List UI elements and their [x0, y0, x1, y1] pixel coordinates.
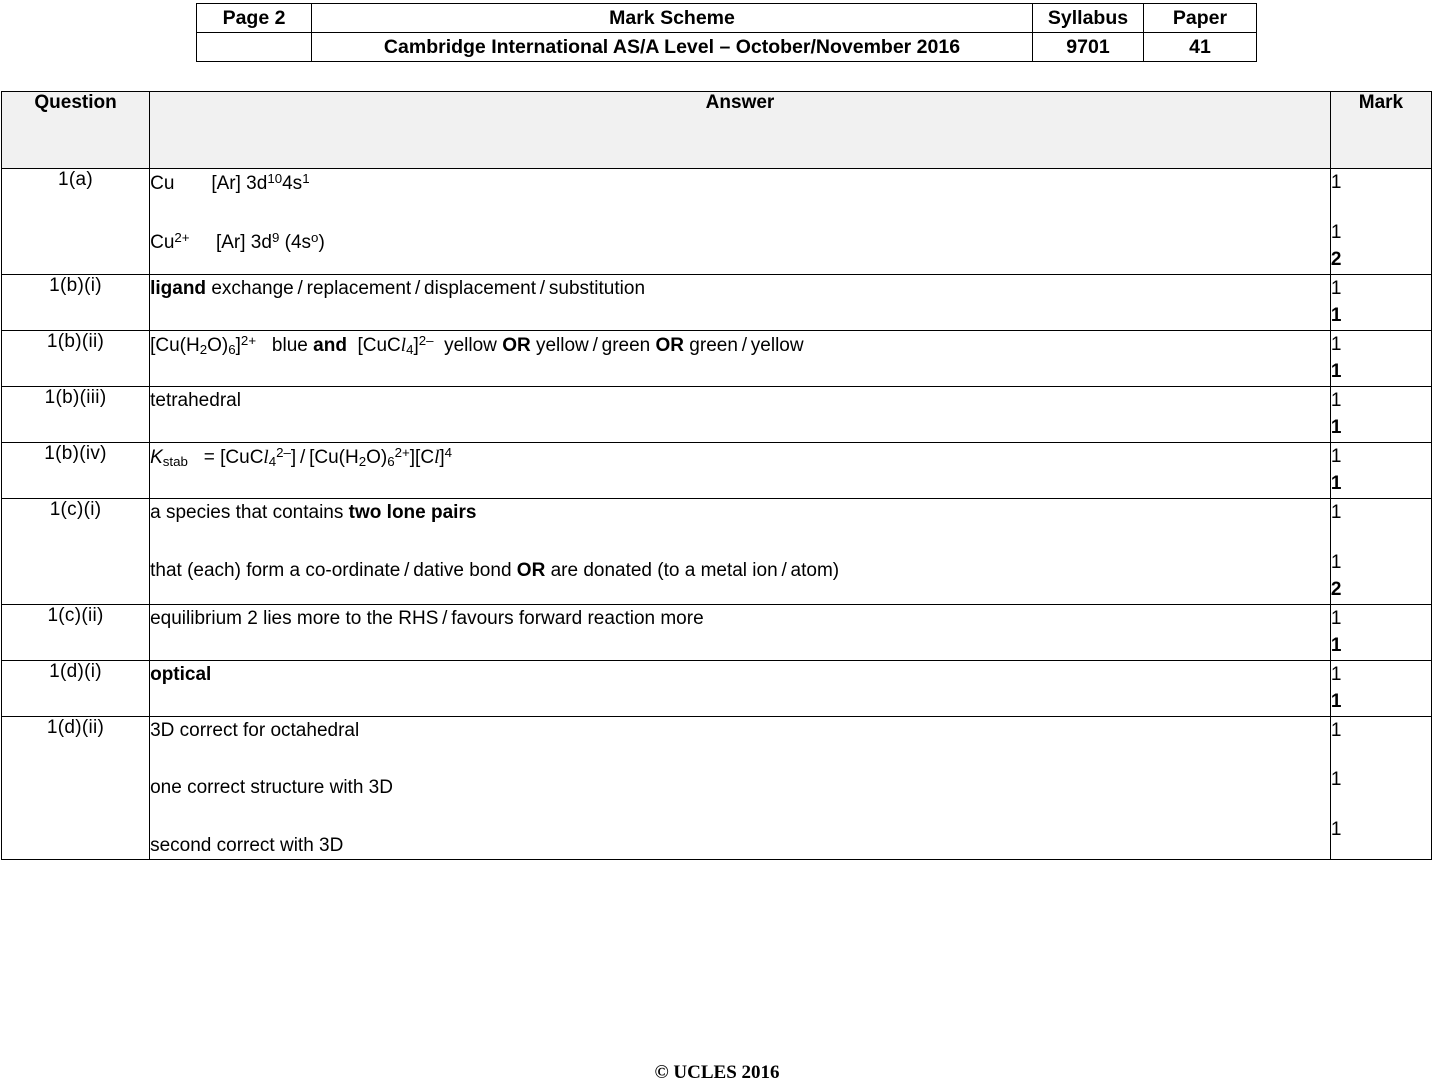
answer-line: $Cu^{2+}$ [Ar] $3d^9$ $(4s^o)$ [150, 229, 325, 253]
mark-cell [1330, 274, 1431, 330]
mark-total: 1 [1330, 417, 1342, 439]
mark-scheme-table [1, 91, 1432, 860]
mark-value: 1 [1330, 663, 1342, 685]
answer-cell [150, 716, 1331, 860]
answer-cell [150, 442, 1331, 498]
mark-value: 1 [1330, 551, 1342, 573]
answer-cell [150, 330, 1331, 386]
table-row [2, 386, 1432, 442]
page-header-table [196, 3, 1257, 62]
header-row-1 [197, 4, 1257, 33]
table-row [2, 499, 1432, 605]
mark-value: 1 [1330, 445, 1342, 467]
table-header-row [2, 92, 1432, 169]
header-page-label: Page 2 [197, 4, 312, 33]
mark-cell [1330, 386, 1431, 442]
mark-spacer [1331, 197, 1431, 219]
answer-line: second correct with 3D [150, 834, 344, 856]
answer-cell [150, 169, 1331, 275]
answer-line: a species that contains two lone pairs [150, 502, 477, 524]
answer-line: $[Cu(H_2O)_6]^{2+}$ blue and [CuCl$_4$]$^{2-}$ yellow OR yellow / green OR green / yellow [150, 332, 804, 357]
answer-cell [150, 386, 1331, 442]
table-row [2, 169, 1432, 275]
mark-total: 1 [1330, 691, 1342, 713]
mark-cell [1330, 169, 1431, 275]
mark-value: 1 [1330, 607, 1342, 629]
mark-total: 1 [1330, 473, 1342, 495]
answer-line: equilibrium 2 lies more to the RHS / favours forward reaction more [150, 607, 704, 629]
mark-total: 2 [1330, 249, 1342, 271]
mark-spacer [1331, 527, 1431, 549]
answer-line: ligand exchange / replacement / displacement / substitution [150, 277, 646, 299]
answer-cell [150, 499, 1331, 605]
mark-value: 1 [1330, 818, 1342, 840]
mark-total: 2 [1330, 579, 1342, 601]
answer-line: tetrahedral [150, 389, 241, 411]
answer-line: Cu [Ar] $3d^{10}4s^1$ [150, 171, 310, 194]
answer-line: 3D correct for octahedral [150, 719, 360, 741]
table-row [2, 274, 1432, 330]
question-number: 1(a) [2, 169, 150, 275]
table-row [2, 442, 1432, 498]
answer-cell [150, 274, 1331, 330]
page-footer-copyright: © UCLES 2016 [654, 1062, 780, 1083]
header-syllabus-code: 9701 [1033, 33, 1144, 62]
mark-cell [1330, 716, 1431, 860]
mark-value: 1 [1330, 769, 1342, 791]
mark-value: 1 [1330, 333, 1342, 355]
mark-value: 1 [1330, 277, 1342, 299]
mark-cell [1330, 660, 1431, 716]
table-row [2, 330, 1432, 386]
mark-value: 1 [1330, 389, 1342, 411]
header-doc-title: Mark Scheme [312, 4, 1033, 33]
question-number: 1(b)(iii) [2, 386, 150, 442]
mark-value: 1 [1330, 172, 1342, 193]
question-number: 1(b)(i) [2, 274, 150, 330]
column-header-question: Question [2, 92, 150, 169]
question-number: 1(b)(iv) [2, 442, 150, 498]
header-paper-code: 41 [1144, 33, 1257, 62]
mark-total: 1 [1330, 305, 1342, 327]
answer-cell [150, 604, 1331, 660]
answer-line: one correct structure with 3D [150, 777, 393, 799]
mark-cell [1330, 442, 1431, 498]
mark-cell [1330, 499, 1431, 605]
question-number: 1(c)(i) [2, 499, 150, 605]
column-header-mark: Mark [1330, 92, 1431, 169]
mark-cell [1330, 330, 1431, 386]
header-syllabus-label: Syllabus [1033, 4, 1144, 33]
question-number: 1(b)(ii) [2, 330, 150, 386]
mark-value: 1 [1330, 719, 1342, 741]
answer-line: $K_{stab}$ = [CuCl$_4^{2-}$] / $[Cu(H_2O)_6^{2+}][Cl]^4$ [150, 444, 453, 469]
mark-scheme-page [0, 3, 1434, 1092]
answer-cell [150, 660, 1331, 716]
question-number: 1(d)(i) [2, 660, 150, 716]
table-row [2, 604, 1432, 660]
header-row-2 [197, 33, 1257, 62]
answer-line: optical [150, 663, 212, 685]
mark-total: 1 [1330, 361, 1342, 383]
header-exam-line: Cambridge International AS/A Level – October/November 2016 [312, 33, 1033, 62]
table-row [2, 716, 1432, 860]
mark-spacer [1331, 744, 1431, 766]
question-number: 1(d)(ii) [2, 716, 150, 860]
mark-value: 1 [1330, 502, 1342, 524]
header-empty-cell [197, 33, 312, 62]
header-paper-label: Paper [1144, 4, 1257, 33]
mark-cell [1330, 604, 1431, 660]
column-header-answer: Answer [150, 92, 1331, 169]
question-number: 1(c)(ii) [2, 604, 150, 660]
mark-total: 1 [1330, 635, 1342, 657]
answer-line: that (each) form a co-ordinate / dative bond OR are donated (to a metal ion / atom) [150, 559, 840, 581]
mark-value: 1 [1330, 221, 1342, 243]
table-row [2, 660, 1432, 716]
mark-spacer [1331, 794, 1431, 816]
